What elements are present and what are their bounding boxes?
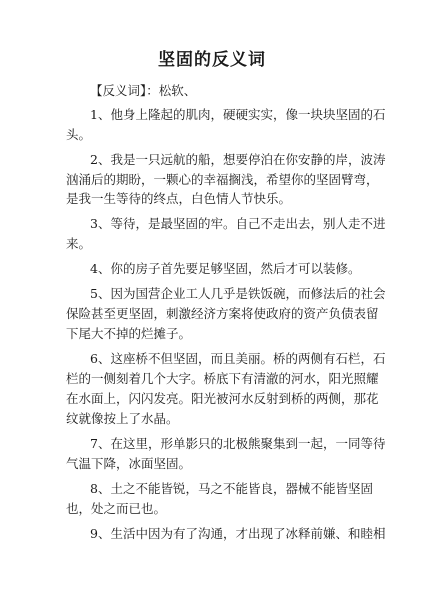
paragraph-line: 来。 [66,236,92,251]
antonym-line: 【反义词】：松软、 [90,83,197,98]
paragraph-line: 4、你的房子首先要足够坚固，然后才可以装修。 [90,261,361,276]
paragraph-line: 纹就像按上了水晶。 [66,411,179,426]
paragraph-line: 3、等待，是最坚固的牢。自己不走出去，别人走不进 [90,216,386,231]
paragraph-line: 9、生活中因为有了沟通，才出现了冰释前嫌、和睦相 [90,526,386,541]
paragraph-line: 汹涌后的期盼，一颗心的幸福搁浅，希望你的坚固臂弯， [66,172,379,187]
paragraph-line: 是我一生等待的终点，白色情人节快乐。 [66,191,292,206]
paragraph-line: 7、在这里，形单影只的北极熊聚集到一起，一同等待 [90,436,386,451]
paragraph-line: 6、这座桥不但坚固，而且美丽。桥的两侧有石栏，石 [90,351,386,366]
paragraph-line: 5、因为国营企业工人几乎是铁饭碗，而修法后的社会 [90,286,386,301]
paragraph-line: 1、他身上隆起的肌肉，硬硬实实，像一块块坚固的石 [90,107,386,122]
page-title: 坚固的反义词 [158,50,266,70]
paragraph-line: 下尾大不掉的烂摊子。 [66,326,192,341]
paragraph-line: 也，处之而已也。 [66,501,167,516]
paragraph-line: 8、土之不能皆锐，马之不能皆良，器械不能皆坚固 [90,481,373,496]
paragraph-line: 保险甚至更坚固，刺激经济方案将使政府的资产负债表留 [66,306,379,321]
paragraph-line: 气温下降，冰面坚固。 [66,456,192,471]
paragraph-line: 2、我是一只远航的船，想要停泊在你安静的岸，波涛 [90,152,386,167]
paragraph-line: 在水面上，闪闪发亮。阳光被河水反射到桥的两侧，那花 [66,391,379,406]
paragraph-line: 头。 [66,127,92,142]
paragraph-line: 栏的一侧刻着几个大字。桥底下有清澈的河水，阳光照耀 [66,371,379,386]
